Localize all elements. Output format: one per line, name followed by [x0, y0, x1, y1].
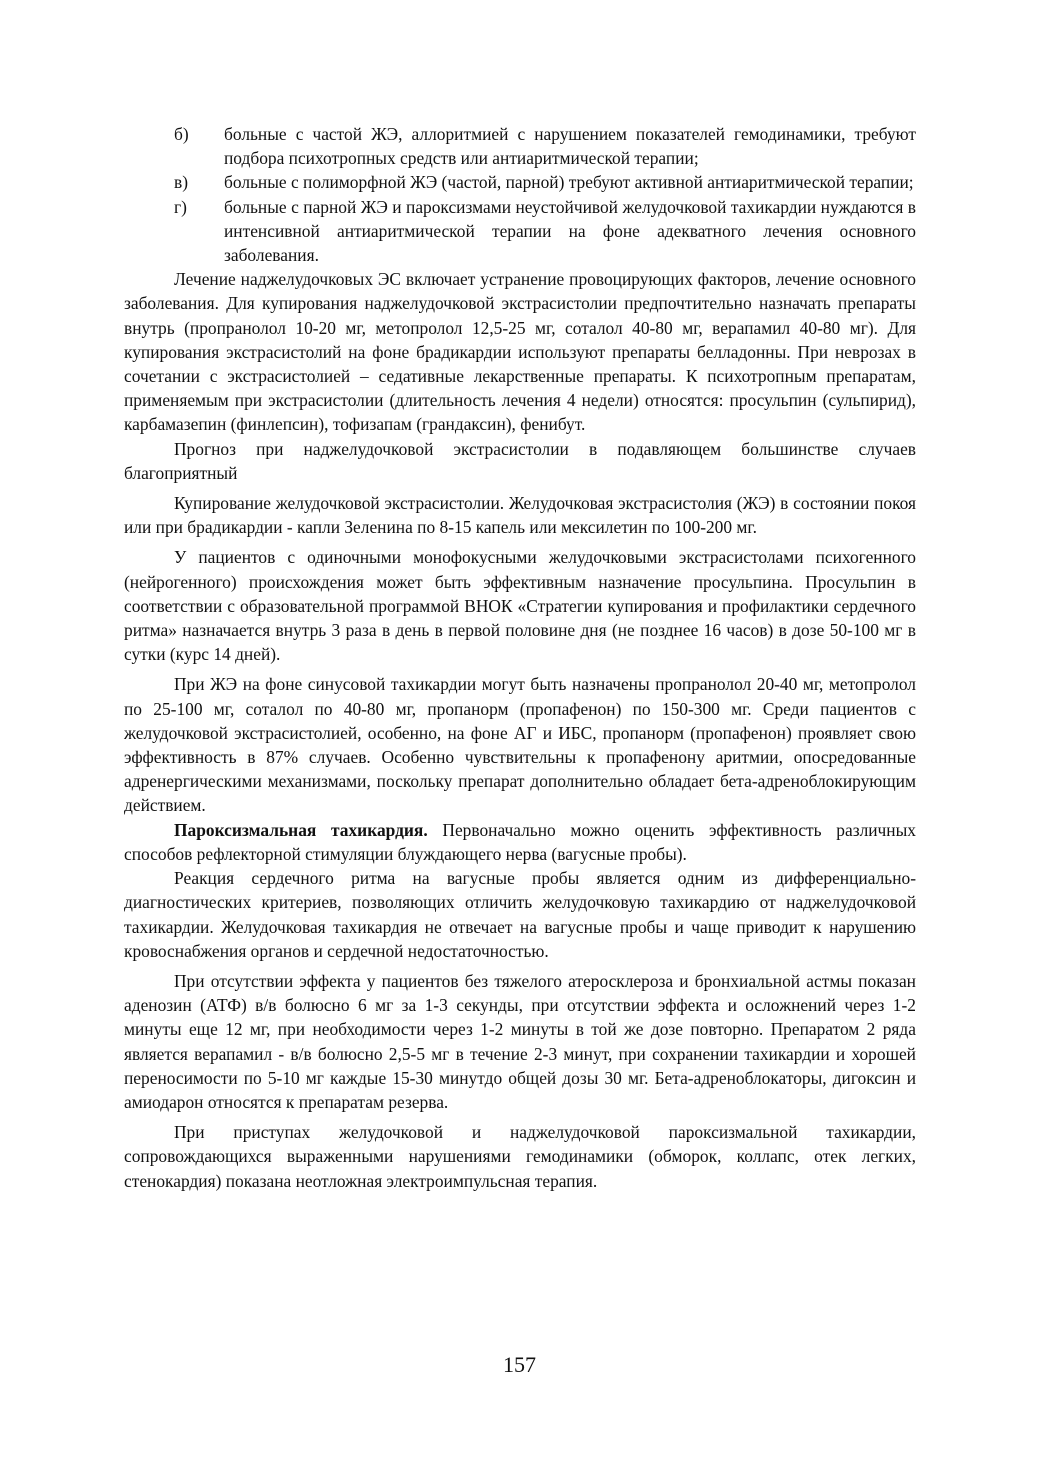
paragraph-supraventricular-treatment: Лечение наджелудочковых ЭС включает устранение провоцирующих факторов, лечение основного заболевания. Для купирования наджелудочковой экстрасистолии предпочтительно назначать препараты внутрь (пропранолол 10-20 мг, метопролол 12,5-25 мг, соталол 40-80 мг, верапамил 40-80 мг). Для купирования экстрасистолий на фоне брадикардии используют препараты белладонны. При неврозах в сочетании с экстрасистолией – седативные лекарственные препараты. К психотропным препаратам, применяемым при экстрасистолии (длительность лечения 4 недели) относятся: просульпин (сульпирид), карбамазепин (финлепсин), тофизапам (грандаксин), фенибут.: [124, 269, 916, 435]
list-item-text: больные с частой ЖЭ, аллоритмией с нарушением показателей гемодинамики, требуют подбора психотропных средств или антиаритмической терапии;: [224, 124, 916, 169]
list-item-v: [124, 170, 916, 194]
paragraph-ventricular-relief: Купирование желудочковой экстрасистолии. Желудочковая экстрасистолия (ЖЭ) в состоянии покоя или при брадикардии - капли Зеленина по 8-15 капель или мексилетин по 100-200 мг.: [124, 493, 916, 538]
list-marker: в): [174, 172, 189, 193]
list-item-text: больные с полиморфной ЖЭ (частой, парной) требуют активной антиаритмической терапии;: [224, 172, 914, 193]
paragraph-prognosis: Прогноз при наджелудочковой экстрасистолии в подавляющем большинстве случаев благоприятный: [124, 438, 916, 483]
paragraph-sinus-tachycardia: При ЖЭ на фоне синусовой тахикардии могут быть назначены пропранолол 20-40 мг, метопролол по 25-100 мг, соталол по 40-80 мг, пропанорм (пропафенон) по 150-300 мг. Среди пациентов с желудочковой экстрасистолией, особенно, на фоне АГ и ИБС, пропанорм (пропафенон) проявляет свою эффективность в 87% случаев. Особенно чувствительны к пропафенону аритмии, опосредованные адренергическими механизмами, поскольку препарат дополнительно обладает бета-адреноблокирующим действием.: [124, 674, 916, 816]
list-marker: б): [174, 124, 189, 144]
paroxysmal-heading: Пароксизмальная тахикардия.: [174, 819, 428, 840]
list-item-b: [124, 122, 916, 170]
paragraph-electropulse: При приступах желудочковой и наджелудочковой пароксизмальной тахикардии, сопровождающихся выраженными нарушениями гемодинамики (обморок, коллапс, отек легких, стенокардия) показана неотложная электроимпульсная терапия.: [124, 1122, 916, 1191]
list-item-text: больные с парной ЖЭ и пароксизмами неустойчивой желудочковой тахикардии нуждаются в интенсивной антиаритмической терапии на фоне адекватного лечения основного заболевания.: [224, 196, 916, 266]
document-page: [124, 122, 916, 1193]
paragraph-vagal-tests: Реакция сердечного ритма на вагусные пробы является одним из дифференциально-диагностических критериев, позволяющих отличить желудочковую тахикардию от наджелудочковой тахикардии. Желудочковая тахикардия не отвечает на вагусные пробы и чаще приводит к нарушению кровоснабжения органов и сердечной недостаточностью.: [124, 868, 916, 961]
list-marker: г): [174, 196, 187, 217]
paragraph-prosulpin: У пациентов с одиночными монофокусными желудочковыми экстрасистолами психогенного (нейрогенного) происхождения может быть эффективным назначение просульпина. Просульпин в соответствии с образовательной программой ВНОК «Стратегии купирования и профилактики сердечного ритма» назначается внутрь 3 раза в день в первой половине дня (не позднее 16 часов) в дозе 50-100 мг в сутки (курс 14 дней).: [124, 547, 916, 665]
paroxysmal-text: Первоначально можно оценить эффективность различных способов рефлекторной стимуляции блуждающего нерва (вагусные пробы).: [124, 819, 916, 864]
paragraph-paroxysmal-tachycardia: [124, 818, 916, 866]
list-item-g: [124, 195, 916, 268]
paragraph-adenosine: При отсутствии эффекта у пациентов без тяжелого атеросклероза и бронхиальной астмы показан аденозин (АТФ) в/в болюсно 6 мг за 1-3 секунды, при отсутствии эффекта и осложнений через 1-2 минуты еще 12 мг, при необходимости через 1-2 минуты в той же дозе повторно. Препаратом 2 ряда является верапамил - в/в болюсно 2,5-5 мг в течение 2-3 минут, при сохранении тахикардии и хорошей переносимости по 5-10 мг каждые 15-30 минутдо общей дозы 30 мг. Бета-адреноблокаторы, дигоксин и амиодарон относятся к препаратам резерва.: [124, 970, 916, 1112]
page-number: 157: [503, 1352, 536, 1377]
